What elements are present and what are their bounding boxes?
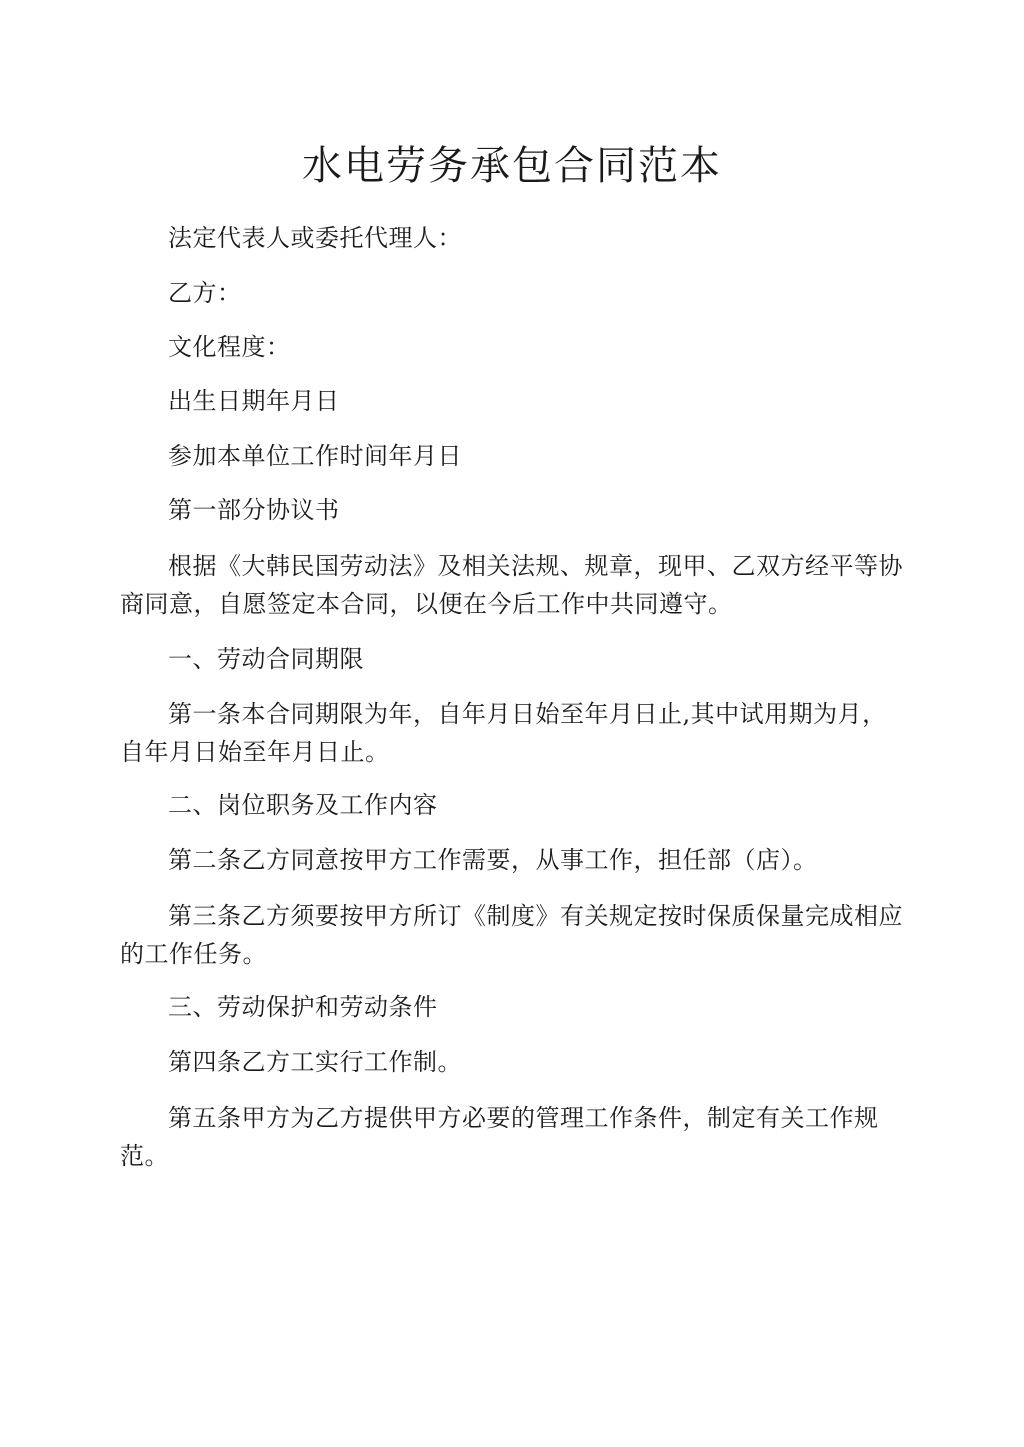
article-five: 第五条甲方为乙方提供甲方必要的管理工作条件，制定有关工作规范。 <box>120 1104 879 1170</box>
paragraph-work-start-date: 参加本单位工作时间年月日 <box>168 442 462 470</box>
paragraph-party-b: 乙方： <box>168 279 242 307</box>
section-heading-position: 二、岗位职务及工作内容 <box>168 791 438 819</box>
section-heading-contract-term: 一、劳动合同期限 <box>168 645 364 673</box>
document-title: 水电劳务承包合同范本 <box>302 143 722 189</box>
paragraph-education: 文化程度： <box>168 333 291 361</box>
article-four: 第四条乙方工实行工作制。 <box>168 1048 462 1076</box>
paragraph-birth-date: 出生日期年月日 <box>168 387 340 415</box>
article-one: 第一条本合同期限为年，自年月日始至年月日止,其中试用期为月，自年月日始至年月日止。 <box>120 700 887 766</box>
paragraph-legal-representative: 法定代表人或委托代理人： <box>168 224 462 252</box>
article-three: 第三条乙方须要按甲方所订《制度》有关规定按时保质保量完成相应的工作任务。 <box>120 902 903 968</box>
paragraph-preamble: 根据《大韩民国劳动法》及相关法规、规章，现甲、乙双方经平等协商同意，自愿签定本合同，以便在今后工作中共同遵守。 <box>120 552 903 618</box>
section-heading-part-one: 第一部分协议书 <box>168 496 340 524</box>
section-heading-labor-protection: 三、劳动保护和劳动条件 <box>168 993 438 1021</box>
article-two: 第二条乙方同意按甲方工作需要，从事工作，担任部（店）。 <box>168 846 818 874</box>
